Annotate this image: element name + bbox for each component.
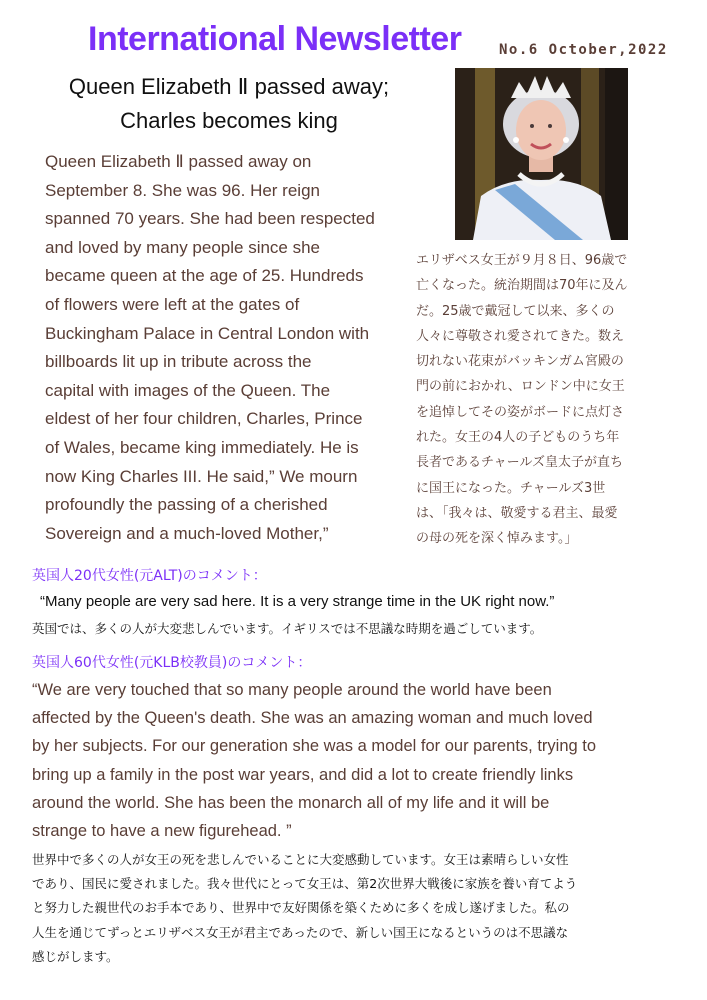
comment-1-quote-english: “Many people are very sad here. It is a very strange time in the UK right now.”: [40, 593, 555, 610]
newsletter-title: International Newsletter: [88, 20, 462, 58]
queen-portrait-illustration: [455, 68, 628, 240]
comment-1-quote-japanese: 英国では、多くの人が大変悲しんでいます。イギリスでは不思議な時期を過ごしています。: [32, 621, 543, 636]
headline-line-1: Queen Elizabeth Ⅱ passed away;: [68, 74, 390, 99]
comment-2-quote-japanese: 世界中で多くの人が女王の死を悲しんでいることに大変感動しています。女王は素晴らしい女性 であり、国民に愛されました。我々世代にとって女王は、第2次世界大戦後に家族を養い育てよう と努力した親世代のお手本であり、世界中で友好関係を築くために多くを成し遂げました。私の 人生を通じてずっとエリザベス女王が君主であったので、新しい国王になるというのは不思議な 感じがします。: [32, 852, 578, 964]
article-body-english: Queen Elizabeth Ⅱ passed away on September 8. She was 96. Her reign spanned 70 years. She had been respected and loved by many people since she became queen at the age of 25. Hundreds of flowers were left at the gates of Buckingham Palace in Central London with billboards lit up in tribute across the capital with images of the Queen. The eldest of her four children, Charles, Prince of Wales, became king immediately. He is now King Charles III. He said,” We mourn profoundly the passing of a cherished Sovereign and a much-loved Mother,”: [45, 152, 375, 543]
queen-portrait-photo: [455, 68, 628, 240]
comment-2-heading: 英国人60代女性(元KLB校教員)のコメント：: [32, 655, 312, 671]
comment-1-heading: 英国人20代女性(元ALT)のコメント：: [32, 568, 267, 584]
article-body-japanese: エリザベス女王が９月８日、96歳で 亡くなった。統治期間は70年に及ん だ。25歳で戴冠して以来、多くの 人々に尊敬され愛されてきた。数え 切れない花束がバッキンガム宮殿の 門の前におかれ、ロンドン中に女王 を追悼してその姿がボードに点灯さ れた。女王の4人の子どものうち年 長者であるチャールズ皇太子が直ち に国王になった。チャールズ3世 は、「我々は、敬愛する君主、最愛 の母の死を深く悼みます。」: [416, 253, 628, 547]
comment-2-quote-english: “We are very touched that so many people around the world have been affected by the Queen's death. She was an amazing woman and much loved by her subjects. For our generation she was a model for our parents, trying to bring up a family in the post war years, and did a lot to create friendly links around the world. She has been the monarch all of my life and it will be strange to have a new figurehead. ”: [32, 681, 597, 841]
article-headline: [44, 70, 414, 138]
headline-line-2: Charles becomes king: [120, 108, 338, 133]
issue-number: No.6 October,2022: [499, 42, 668, 58]
